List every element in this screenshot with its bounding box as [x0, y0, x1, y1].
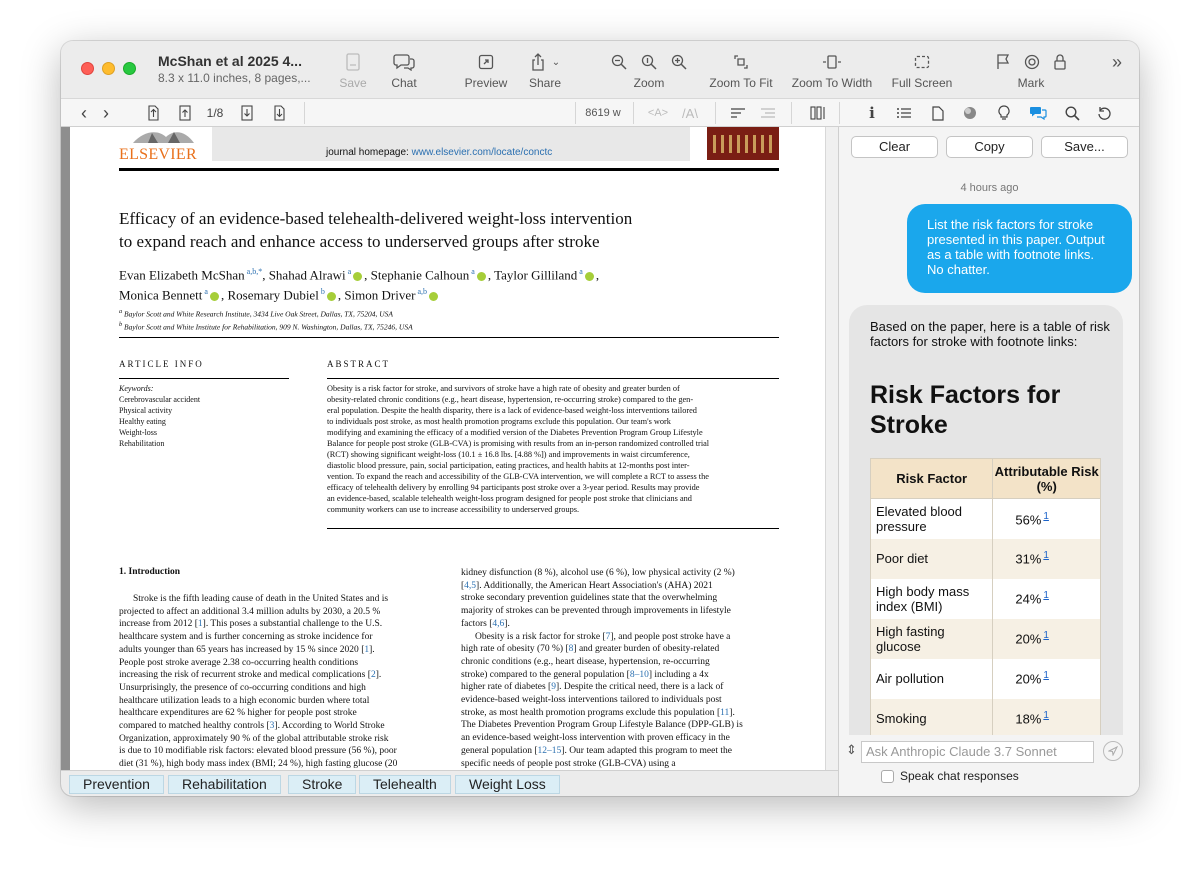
abstract-line: Obesity is a risk factor for stroke, and survivors of stroke have a high rate of obesity and greater burden of: [327, 384, 680, 393]
author-name: Taylor Gilliland: [494, 267, 578, 283]
share-button[interactable]: [525, 51, 565, 90]
citation-link[interactable]: 1: [197, 619, 203, 630]
body-text-line: [4,5]. Additionally, the American Heart Association's (AHA) 2021: [461, 580, 713, 591]
increase-font-icon[interactable]: /A\: [682, 105, 698, 121]
author-affiliation-marker[interactable]: b: [318, 287, 325, 297]
header-risk-factor: Risk Factor: [871, 459, 993, 499]
decrease-font-icon[interactable]: <A>: [647, 107, 669, 119]
citation-link[interactable]: 4,6: [492, 618, 505, 629]
body-text-line: is due to 10 modifiable risk factors: elevated blood pressure (56 %), poor: [119, 746, 397, 757]
table-header-row: [871, 459, 1101, 499]
risk-value-cell: 31% $^1$: [993, 539, 1101, 579]
zoom-in-icon[interactable]: [671, 54, 687, 70]
risk-factor-table: [870, 458, 1101, 745]
zoom-controls: [607, 51, 691, 90]
journal-homepage-link[interactable]: www.elsevier.com/locate/conctc: [411, 147, 553, 158]
paper-title-line-1: Efficacy of an evidence-based telehealth-delivered weight-loss intervention: [119, 209, 633, 228]
divider-rule: [119, 337, 779, 338]
zoom-to-width-icon: [822, 54, 842, 70]
zoom-to-fit-button[interactable]: [705, 51, 777, 90]
body-text-line: People post stroke average 2.38 co-occurring health conditions: [119, 657, 359, 668]
citation-link[interactable]: 7: [605, 631, 611, 642]
footnote-link[interactable]: 1: [1043, 630, 1049, 642]
close-window-button[interactable]: [81, 62, 94, 75]
clear-button[interactable]: Clear: [851, 136, 938, 158]
body-text-line: kidney disfunction (8 %), alcohol use (6 %), low physical activity (2 %): [461, 568, 735, 578]
affiliations: [119, 307, 413, 332]
keywords-label: Keywords:: [119, 384, 154, 393]
header-rule: [119, 168, 779, 171]
body-text-line: Unsurprisingly, the presence of co-occurring conditions and high: [119, 682, 366, 693]
citation-link[interactable]: 8–10: [629, 669, 649, 680]
double-chevron-right-icon: »: [1111, 51, 1122, 72]
abstract-line: efficacy of telehealth delivery by enrolling 94 participants post stroke over a 3-year period. Results may provide: [327, 483, 700, 492]
send-icon: [1108, 746, 1118, 756]
page-indicator[interactable]: 1/8: [206, 106, 224, 120]
keyword: Rehabilitation: [119, 439, 165, 448]
body-text-line: Organization, approximately 90 % of the global attributable stroke risk: [119, 733, 389, 744]
body-text-line: an evidence-based weight-loss intervention with proven efficacy in the: [461, 733, 730, 744]
author-affiliation-marker[interactable]: a: [345, 267, 352, 276]
authors: [119, 263, 599, 304]
paper-title: [119, 207, 632, 253]
search-icon[interactable]: [1063, 104, 1081, 122]
table-row: [871, 539, 1101, 579]
chat-icon: [393, 53, 415, 71]
target-icon[interactable]: [1024, 54, 1040, 70]
author-affiliation-marker[interactable]: a,b: [415, 287, 428, 297]
author-affiliation-marker[interactable]: a: [577, 267, 583, 276]
chat-timestamp: 4 hours ago: [960, 182, 1019, 194]
risk-factor-cell: Air pollution: [871, 659, 993, 699]
save-button[interactable]: [337, 51, 369, 90]
body-text-line: healthcare system and is further concerning as stroke incidence for: [119, 632, 373, 643]
highlight-icon[interactable]: [961, 104, 979, 122]
pdf-scrollbar[interactable]: [825, 127, 838, 770]
body-text-line: stroke) compared to the general population [8–10] including a 4x: [461, 669, 709, 680]
keyword: Physical activity: [119, 406, 173, 415]
outline-icon[interactable]: [895, 104, 913, 122]
flag-icon[interactable]: [996, 54, 1010, 70]
keywords-block: [119, 383, 200, 449]
abstract-heading: ABSTRACT: [327, 359, 391, 369]
authors-line-1: Evan Elizabeth McShan $^{a,b,*}$, Shahad Alrawi $^a$ , Stephanie Calhoun $^a$ , Taylor Gilliland $^a$ ,: [119, 267, 600, 283]
citation-link[interactable]: 3: [269, 721, 275, 732]
body-text-line: healthcare utilization leads to a high economic burden where total: [119, 695, 370, 706]
toolbar-divider: [839, 102, 840, 124]
intro-column-2: [461, 567, 780, 770]
abstract-text: [327, 383, 779, 515]
abstract-rule: [327, 378, 779, 379]
keyword: Cerebrovascular accident: [119, 395, 201, 404]
introduction-heading: 1. Introduction: [119, 567, 181, 577]
app-window: [61, 41, 1139, 796]
forward-arrow-icon[interactable]: ›: [103, 102, 109, 123]
word-count: 8619 w: [585, 107, 621, 119]
refresh-icon[interactable]: [1095, 104, 1113, 122]
abstract-line: community workers can use to increase accessibility to underserved groups.: [327, 505, 580, 514]
columns-icon[interactable]: [809, 104, 827, 122]
chat-input-row: [839, 735, 1139, 796]
risk-value-cell: 24% $^1$: [993, 579, 1101, 619]
citation-link[interactable]: 9: [551, 682, 556, 693]
body-text-line: Stroke is the fifth leading cause of death in the United States and is: [133, 594, 389, 604]
chat-input[interactable]: Ask Anthropic Claude 3.7 Sonnet: [861, 741, 1094, 763]
zoom-label: Zoom: [633, 76, 665, 90]
next-page-icon[interactable]: [239, 104, 255, 122]
full-screen-label: Full Screen: [891, 76, 953, 90]
article-info-rule: [119, 378, 289, 379]
article-info-heading: ARTICLE INFO: [119, 359, 204, 369]
footnote-link[interactable]: 1: [1043, 710, 1049, 722]
pdf-viewer[interactable]: [61, 127, 838, 796]
affiliation-b: $^b$ Baylor Scott and White Institute for Rehabilitation, 909 N. Washington, Dallas, TX, 75246, USA: [119, 320, 413, 331]
citation-link[interactable]: 11: [720, 707, 730, 718]
preview-label: Preview: [464, 76, 508, 90]
author-name: Simon Driver: [344, 287, 416, 303]
affiliation-a: $^a$ Baylor Scott and White Research Institute, 3434 Live Oak Street, Dallas, TX, 75204, USA: [119, 308, 393, 319]
preview-icon: [478, 54, 494, 70]
footnote-link[interactable]: 1: [1043, 670, 1049, 682]
tag-bar: [61, 770, 838, 796]
intro-column-1: [119, 593, 438, 770]
body-text-line: stroke, as most health promotion programs exclude this population [11].: [461, 707, 735, 718]
full-screen-button[interactable]: [887, 51, 957, 90]
traffic-lights: [81, 62, 136, 75]
table-row: [871, 659, 1101, 699]
document-title-block: [158, 53, 328, 85]
mark-controls: [991, 51, 1071, 90]
paper-title-line-2: to expand reach and enhance access to underserved groups after stroke: [119, 232, 600, 251]
document-title: McShan et al 2025 4...: [158, 53, 302, 69]
chat-panel-icon[interactable]: [1029, 104, 1047, 122]
copy-button[interactable]: Copy: [946, 136, 1033, 158]
body-text-line: majority of strokes can be prevented through improvements in lifestyle: [461, 606, 731, 617]
justify-icon[interactable]: [759, 104, 777, 122]
preview-button[interactable]: [461, 51, 511, 90]
orcid-icon[interactable]: [477, 272, 486, 281]
body-text-line: stroke secondary prevention guidelines state that the overwhelming: [461, 593, 718, 604]
tag-rehabilitation[interactable]: Rehabilitation: [168, 775, 281, 794]
save-icon: [345, 53, 361, 71]
abstract-line: vention. To expand the reach and accessibility of the GLB-CVA intervention, we will complete a RCT to assess the: [327, 472, 709, 481]
zoom-to-width-button[interactable]: [787, 51, 877, 90]
orcid-icon[interactable]: [210, 292, 219, 301]
tag-weight-loss[interactable]: Weight Loss: [455, 775, 560, 794]
mark-label: Mark: [1017, 76, 1045, 90]
share-label: Share: [528, 76, 562, 90]
citation-link[interactable]: 8: [568, 644, 574, 655]
body-text-line: factors [4,6].: [461, 618, 510, 629]
abstract-line: eral population. Despite the health disparity, there is a lack of evidence-based weight-loss interventions tailored: [327, 406, 697, 415]
back-arrow-icon[interactable]: ‹: [81, 102, 87, 123]
author-affiliation-marker[interactable]: a,b,*: [244, 267, 263, 276]
previous-page-icon[interactable]: [177, 104, 193, 122]
keyword: Weight-loss: [119, 428, 158, 437]
tag-stroke[interactable]: Stroke: [288, 775, 356, 794]
assistant-message-bubble: [849, 305, 1123, 745]
risk-factor-cell: High fasting glucose: [871, 619, 993, 659]
page-icon[interactable]: [929, 104, 947, 122]
reflow-icon[interactable]: [729, 104, 747, 122]
journal-homepage-line: [326, 147, 552, 158]
more-toolbar-button[interactable]: [1107, 51, 1127, 73]
zoom-to-width-label: Zoom To Width: [791, 76, 873, 90]
body-text-line: healthcare expenditures are 62 % higher for people post stroke: [119, 708, 357, 719]
author-affiliation-marker[interactable]: a: [469, 267, 475, 276]
lightbulb-icon[interactable]: [995, 104, 1013, 122]
tag-prevention[interactable]: Prevention: [69, 775, 164, 794]
citation-link[interactable]: 4,5: [464, 580, 477, 591]
footnote-link[interactable]: 1: [1043, 510, 1049, 522]
chevron-down-icon: ⌄: [551, 56, 561, 68]
body-text-line: Obesity is a risk factor for stroke [7], and people post stroke have a: [475, 631, 731, 642]
body-text-line: adults younger than 65 years has increased by 15 % since 2020 [1].: [119, 644, 375, 655]
abstract-line: diastolic blood pressure, pain, social participation, eating practices, and health habits at 12-months post inter-: [327, 461, 690, 470]
table-row: [871, 579, 1101, 619]
affiliation-a-text: Baylor Scott and White Research Institute, 3434 Live Oak Street, Dallas, TX, 75204, USA: [124, 309, 393, 319]
zoom-to-fit-icon: [734, 55, 748, 69]
toolbar-divider: [633, 102, 634, 124]
last-page-icon[interactable]: [271, 104, 287, 122]
risk-factor-cell: High body mass index (BMI): [871, 579, 993, 619]
full-screen-icon: [914, 55, 930, 69]
send-button[interactable]: [1103, 741, 1123, 761]
toolbar-divider: [791, 102, 792, 124]
abstract-line: an evidence-based, scalable telehealth weight-loss program designed for people post stroke that clinicians and: [327, 494, 692, 503]
titlebar: [61, 41, 1139, 98]
body-text-line: increasing the risk of recurrent stroke and medical complications [2].: [119, 670, 382, 681]
abstract-line: modifying and examining the efficacy of a modified version of the Diabetes Prevention Program Group Lifestyle: [327, 428, 703, 437]
body-text-line: increase from 2012 [1]. This poses a substantial challenge to the U.S.: [119, 619, 383, 630]
author-name: Shahad Alrawi: [268, 267, 346, 283]
toolbar-divider: [575, 102, 576, 124]
zoom-out-icon[interactable]: [611, 54, 627, 70]
body-text-line: The Diabetes Prevention Program Group Lifestyle Balance (DPP-GLB) is: [461, 720, 743, 731]
abstract-line: Balance for people post stroke (GLB-CVA) is promising with results from an in-person randomized controlled trial: [327, 439, 710, 448]
elsevier-tree-logo: [128, 127, 198, 145]
author-name: Evan Elizabeth McShan: [119, 267, 245, 283]
document-subtitle: 8.3 x 11.0 inches, 8 pages,...: [158, 71, 311, 85]
pdf-page: [70, 127, 825, 770]
table-row: [871, 699, 1101, 739]
tag-telehealth[interactable]: Telehealth: [359, 775, 451, 794]
abstract-line: (RCT) showing significant weight-loss (10.1 ± 16.8 lbs. [4.88 %]) and improvements in waist circumference,: [327, 450, 690, 459]
toolbar-divider: [304, 102, 305, 124]
table-row: [871, 499, 1101, 539]
citation-link[interactable]: 12–15: [537, 745, 562, 756]
footnote-link[interactable]: 1: [1043, 590, 1049, 602]
affiliation-b-text: Baylor Scott and White Institute for Rehabilitation, 909 N. Washington, Dallas, TX, 75246, USA: [124, 322, 413, 331]
body-text-line: specific needs of people post stroke (GLB-CVA) using a: [461, 758, 676, 769]
body-text-line: general population [12–15]. Our team adapted this program to meet the: [461, 745, 732, 756]
abstract-line: to individuals post stroke, as most health promotion programs exclude this population. Our team's work: [327, 417, 671, 426]
keyword: Healthy eating: [119, 417, 166, 426]
user-message-bubble: List the risk factors for stroke presented in this paper. Output as a table with footnote links. No chatter.: [907, 204, 1132, 293]
orcid-icon[interactable]: [327, 292, 336, 301]
keywords-list: [119, 394, 200, 449]
speak-responses-checkbox[interactable]: [881, 770, 894, 783]
speak-responses-option[interactable]: [881, 769, 1019, 783]
header-attributable-risk: Attributable Risk (%): [993, 459, 1101, 499]
risk-factor-cell: Poor diet: [871, 539, 993, 579]
authors-line-2: Monica Bennett $^a$ , Rosemary Dubiel $^b$ , Simon Driver $^{a,b}$: [119, 283, 599, 303]
body-text-line: chronic conditions (e.g., heart disease, hypertension, re-occurring: [461, 656, 710, 667]
info-icon[interactable]: i: [869, 104, 875, 122]
model-switch-icon[interactable]: ⇕: [846, 742, 857, 757]
orcid-icon[interactable]: [429, 292, 438, 301]
risk-value-cell: 20% $^1$: [993, 659, 1101, 699]
abstract-end-rule: [327, 528, 779, 529]
author-name: Stephanie Calhoun: [370, 267, 470, 283]
zoom-window-button[interactable]: [123, 62, 136, 75]
first-page-icon[interactable]: [145, 104, 161, 122]
zoom-to-fit-label: Zoom To Fit: [709, 76, 773, 90]
speak-responses-label: Speak chat responses: [900, 769, 1019, 783]
citation-link[interactable]: 2: [370, 670, 376, 681]
journal-banner: [212, 127, 690, 161]
author-name: Rosemary Dubiel: [227, 287, 319, 303]
save-label: Save: [339, 76, 367, 90]
footnote-link[interactable]: 1: [1043, 550, 1049, 562]
journal-homepage-label: journal homepage:: [326, 147, 409, 158]
toolbar-divider: [715, 102, 716, 124]
journal-cover-thumbnail: [707, 127, 779, 160]
elsevier-logo-text: ELSEVIER: [119, 146, 197, 163]
body-text-line: higher rate of diabetes [9]. Despite the critical need, there is a lack of: [461, 682, 724, 693]
assistant-intro-text: Based on the paper, here is a table of risk factors for stroke with footnote links:: [870, 319, 1110, 349]
assistant-heading: Risk Factors for Stroke: [870, 381, 1061, 439]
chat-button[interactable]: [387, 51, 421, 90]
author-affiliation-marker[interactable]: a: [202, 287, 208, 297]
risk-value-cell: 20% $^1$: [993, 619, 1101, 659]
table-row: [871, 619, 1101, 659]
author-name: Monica Bennett: [119, 287, 203, 303]
citation-link[interactable]: 1: [364, 644, 370, 655]
body-text-line: evidence-based weight-loss interventions tailored to individuals post: [461, 695, 722, 706]
body-text-line: high rate of obesity (70 %) [8] and greater burden of obesity-related: [461, 644, 720, 655]
orcid-icon[interactable]: [585, 272, 594, 281]
lock-icon[interactable]: [1054, 54, 1066, 70]
body-text-line: compared to matched healthy controls [3]. According to World Stroke: [119, 721, 385, 732]
secondary-toolbar: [61, 98, 1139, 127]
minimize-window-button[interactable]: [102, 62, 115, 75]
risk-value-cell: 18% $^1$: [993, 699, 1101, 739]
share-icon: [530, 53, 546, 71]
orcid-icon[interactable]: [353, 272, 362, 281]
abstract-line: obesity-related chronic conditions (e.g., heart disease, hypertension, re-occurring stroke) compared to the gen-: [327, 395, 694, 404]
chat-label: Chat: [391, 76, 417, 90]
risk-value-cell: 56% $^1$: [993, 499, 1101, 539]
risk-factor-cell: Elevated blood pressure: [871, 499, 993, 539]
body-text-line: projected to affect an additional 3.4 million adults by 2030, a 20.5 %: [119, 606, 381, 617]
body-text-line: diet (31 %), high body mass index (BMI; 24 %), high fasting glucose (20: [119, 759, 398, 770]
risk-factor-cell: Smoking: [871, 699, 993, 739]
save-chat-button[interactable]: Save...: [1041, 136, 1128, 158]
zoom-actual-icon[interactable]: [641, 54, 657, 70]
chat-panel: [838, 127, 1139, 796]
